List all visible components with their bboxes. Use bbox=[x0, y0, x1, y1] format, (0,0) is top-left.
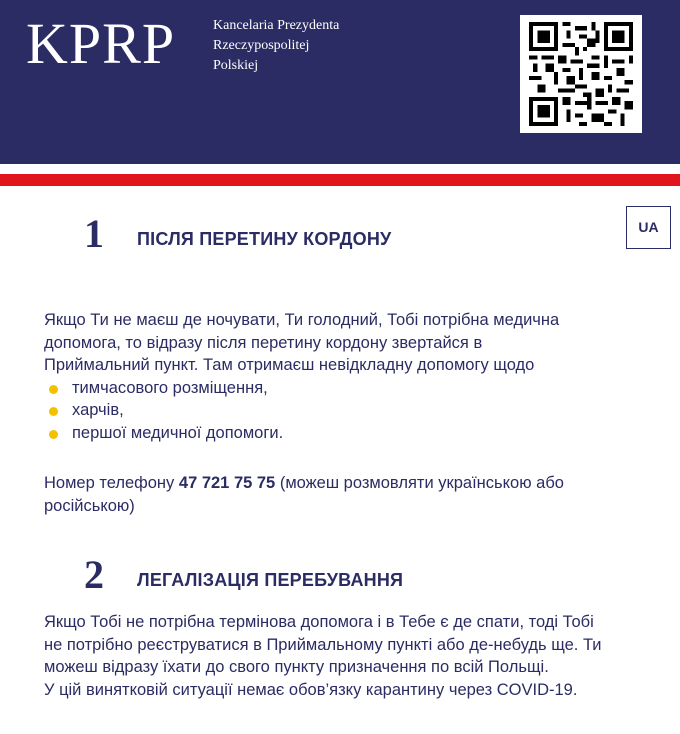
institution-line: Rzeczypospolitej bbox=[213, 38, 310, 53]
paragraph-line: можеш відразу їхати до свого пункту призначення по всій Польщі. bbox=[44, 658, 549, 676]
section-number: 1 bbox=[84, 211, 104, 256]
institution-line: Polskiej bbox=[213, 58, 259, 73]
paragraph-line: У цій винятковій ситуації немає обов’язку карантину через COVID-19. bbox=[44, 680, 578, 699]
kprp-logo: KPRP bbox=[26, 11, 176, 76]
phone-prefix: Номер телефону bbox=[44, 474, 179, 492]
phone-info bbox=[44, 472, 664, 517]
phone-line-2: російською) bbox=[44, 496, 135, 515]
phone-number[interactable]: 47 721 75 75 bbox=[178, 474, 276, 492]
paragraph-line: допомога, то відразу після перетину кордону звертайся в bbox=[44, 333, 483, 352]
red-stripe bbox=[0, 174, 680, 186]
institution-line: Kancelaria Prezydenta bbox=[213, 18, 340, 33]
institution-name bbox=[213, 16, 339, 76]
help-list bbox=[44, 377, 664, 445]
section-heading: ПІСЛЯ ПЕРЕТИНУ КОРДОНУ bbox=[137, 229, 392, 249]
header-banner bbox=[0, 0, 680, 164]
section-2-body bbox=[44, 611, 664, 701]
white-stripe bbox=[0, 164, 680, 174]
section-heading: ЛЕГАЛІЗАЦІЯ ПЕРЕБУВАННЯ bbox=[137, 570, 404, 590]
list-item: першої медичної допомоги. bbox=[44, 422, 664, 445]
language-badge: UA bbox=[626, 206, 671, 249]
phone-suffix: (можеш розмовляти українською або bbox=[275, 474, 564, 492]
paragraph-line: Приймальний пункт. Там отримаєш невідкладну допомогу щодо bbox=[44, 356, 535, 374]
phone-line bbox=[44, 472, 664, 495]
paragraph-line: Якщо Тобі не потрібна термінова допомога і в Тебе є де спати, тоді Тобі bbox=[44, 613, 594, 631]
qr-code-icon[interactable] bbox=[520, 15, 642, 133]
list-item: харчів, bbox=[44, 399, 664, 422]
list-item: тимчасового розміщення, bbox=[44, 377, 664, 400]
paragraph-line: не потрібно реєструватися в Приймальному пункті або де-небудь ще. Ти bbox=[44, 635, 602, 654]
section-1-body bbox=[44, 309, 664, 444]
paragraph-line: Якщо Ти не маєш де ночувати, Ти голодний, Тобі потрібна медична bbox=[44, 311, 560, 329]
section-number: 2 bbox=[84, 552, 104, 597]
